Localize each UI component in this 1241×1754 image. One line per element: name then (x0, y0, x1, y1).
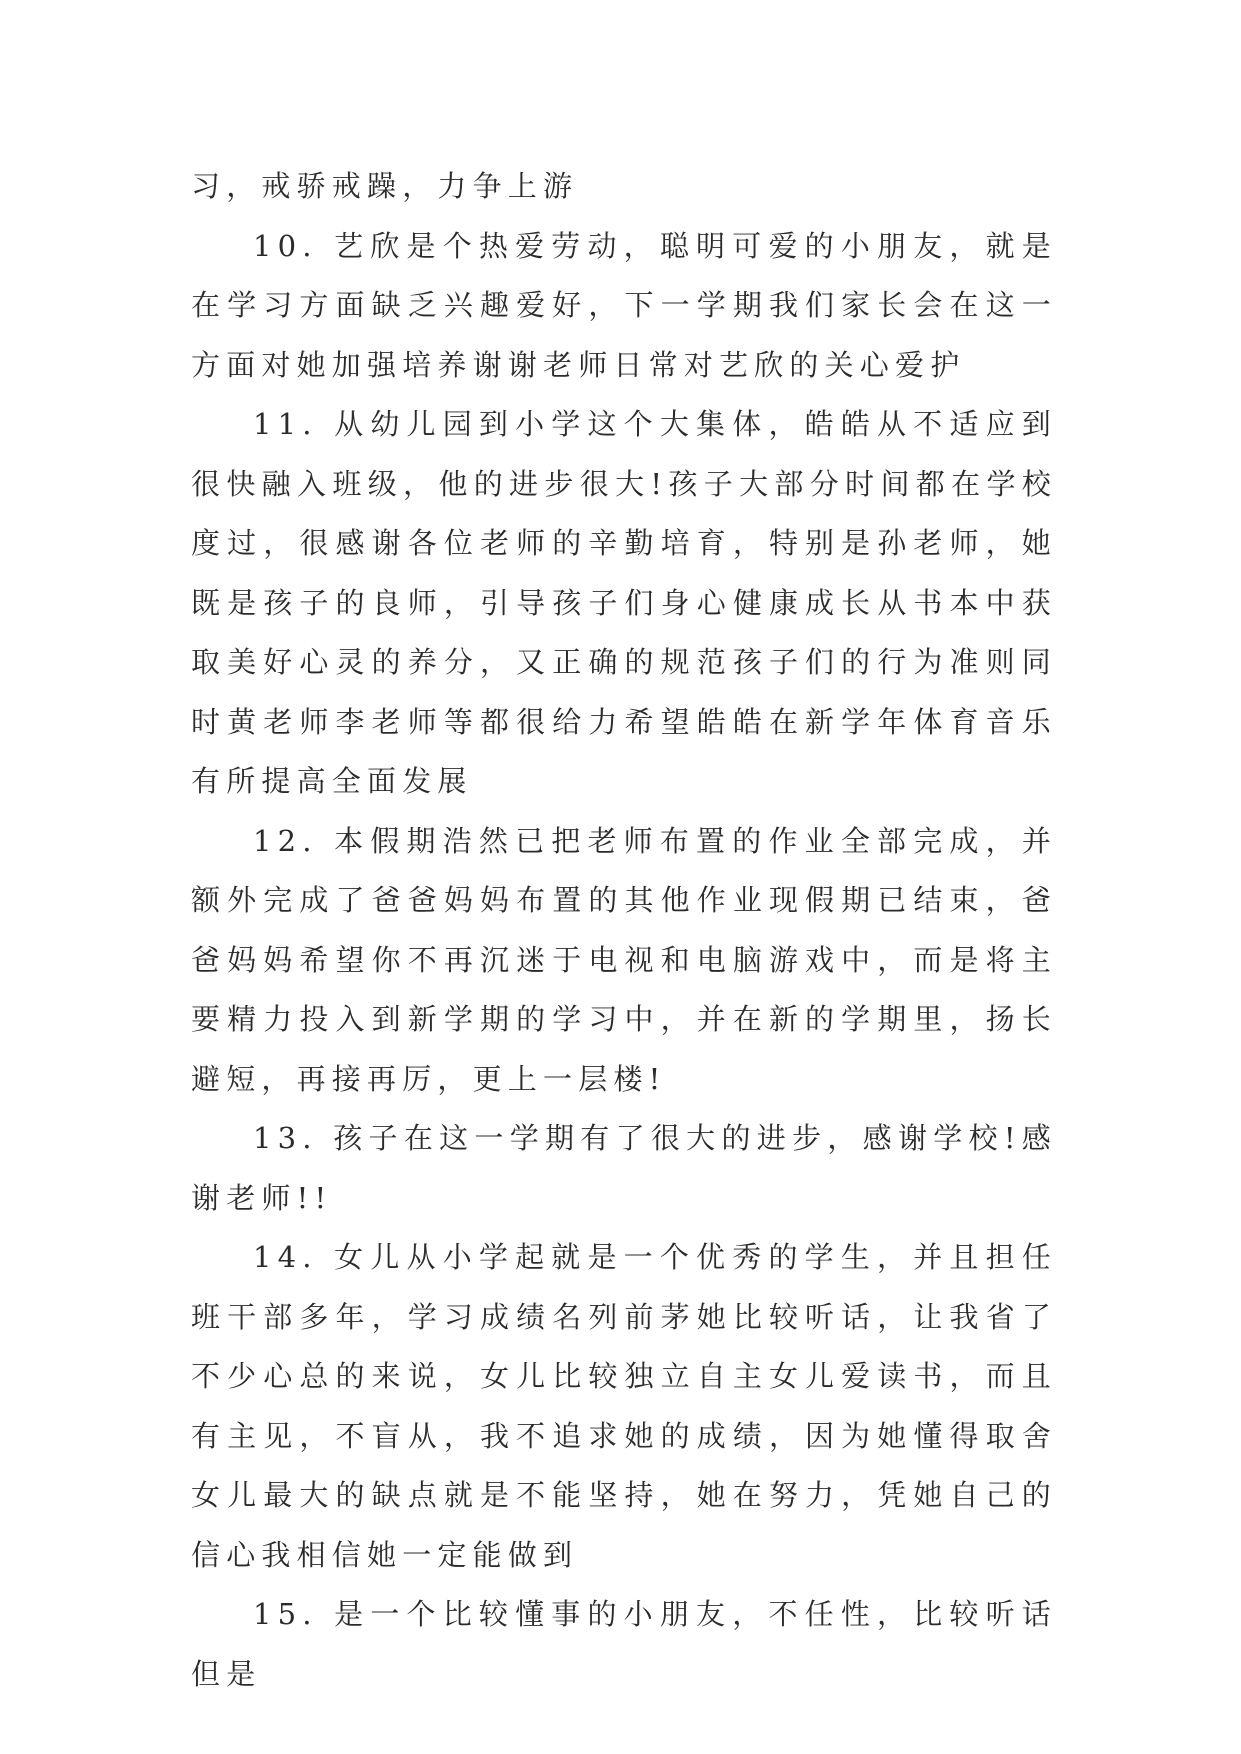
paragraph-continuation: 习，戒骄戒躁，力争上游 (191, 169, 579, 203)
paragraph-item-12: 12. 本假期浩然已把老师布置的作业全部完成，并额外完成了爸爸妈妈布置的其他作业现假期已结束，爸爸妈妈希望你不再沉迷于电视和电脑游戏中，而是将主要精力投入到新学期的学习中，并在新的学期里，扬长避短，再接再厉，更上一层楼! (191, 823, 1057, 1096)
document-body (191, 157, 1057, 1704)
paragraph-item-15: 15. 是一个比较懂事的小朋友，不任性，比较听话但是 (191, 1597, 1057, 1691)
paragraph-item-14: 14. 女儿从小学起就是一个优秀的学生，并且担任班干部多年，学习成绩名列前茅她比较听话，让我省了不少心总的来说，女儿比较独立自主女儿爱读书，而且有主见，不盲从，我不追求她的成绩，因为她懂得取舍女儿最大的缺点就是不能坚持，她在努力，凭她自己的信心我相信她一定能做到 (191, 1240, 1057, 1572)
paragraph-item-10: 10. 艺欣是个热爱劳动，聪明可爱的小朋友，就是在学习方面缺乏兴趣爱好，下一学期我们家长会在这一方面对她加强培养谢谢老师日常对艺欣的关心爱护 (191, 228, 1057, 382)
paragraph-item-11: 11. 从幼儿园到小学这个大集体，皓皓从不适应到很快融入班级，他的进步很大!孩子大部分时间都在学校度过，很感谢各位老师的辛勤培育，特别是孙老师，她既是孩子的良师，引导孩子们身心健康成长从书本中获取美好心灵的养分，又正确的规范孩子们的行为准则同时黄老师李老师等都很给力希望皓皓在新学年体育音乐有所提高全面发展 (191, 407, 1057, 798)
paragraph-item-13: 13. 孩子在这一学期有了很大的进步，感谢学校!感谢老师!! (191, 1121, 1057, 1215)
